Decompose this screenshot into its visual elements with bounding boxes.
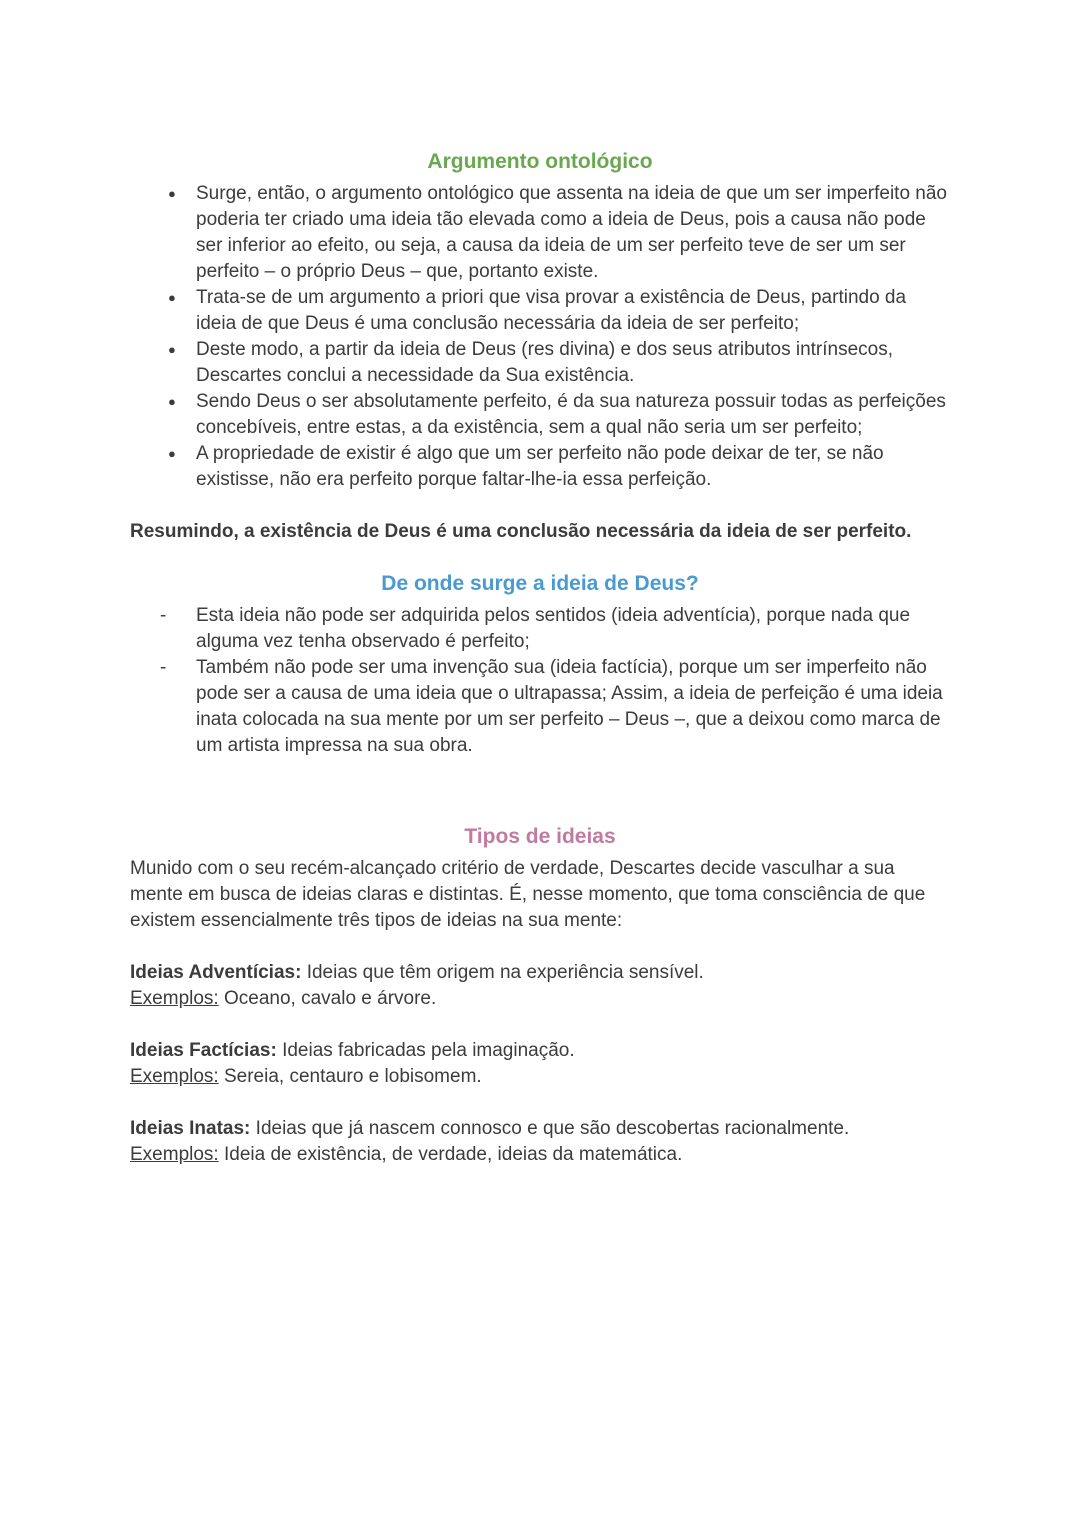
dash-item	[160, 655, 950, 759]
idea-term: Ideias Factícias:	[130, 1040, 277, 1061]
bullet-marker: ●	[168, 342, 176, 357]
bullet-item	[168, 337, 950, 389]
bullet-marker: ●	[168, 446, 176, 461]
idea-examples-line	[130, 1064, 950, 1090]
idea-entry	[130, 960, 950, 1012]
idea-definition: Ideias fabricadas pela imaginação.	[276, 1040, 575, 1061]
idea-definition: Ideias que já nascem connosco e que são descobertas racionalmente.	[250, 1118, 850, 1139]
section-origin	[130, 570, 950, 759]
examples-label: Exemplos:	[130, 1066, 219, 1087]
bullet-marker: ●	[168, 394, 176, 409]
dash-text: Esta ideia não pode ser adquirida pelos sentidos (ideia adventícia), porque nada que alguma vez tenha observado é perfeito;	[196, 605, 911, 652]
bullet-text: Surge, então, o argumento ontológico que assenta na ideia de que um ser imperfeito não poderia ter criado uma ideia tão elevada como a ideia de Deus, pois a causa não pode ser inferior ao efeito, ou seja, a causa da ideia de um ser perfeito teve de ser um ser perfeito – o próprio Deus – que, portanto existe.	[196, 183, 948, 282]
bullet-text: A propriedade de existir é algo que um ser perfeito não pode deixar de ter, se não existisse, não era perfeito porque faltar-lhe-ia essa perfeição.	[196, 443, 884, 490]
examples-text: Sereia, centauro e lobisomem.	[218, 1066, 482, 1087]
dash-marker: -	[160, 605, 167, 626]
bullet-text: Trata-se de um argumento a priori que visa provar a existência de Deus, partindo da ideia de que Deus é uma conclusão necessária da ideia de ser perfeito;	[196, 287, 907, 334]
dash-marker: -	[160, 657, 167, 678]
examples-text: Ideia de existência, de verdade, ideias da matemática.	[218, 1144, 683, 1165]
bullet-text: Deste modo, a partir da ideia de Deus (res divina) e dos seus atributos intrínsecos, Descartes conclui a necessidade da Sua existência.	[196, 339, 894, 386]
idea-definition: Ideias que têm origem na experiência sensível.	[301, 962, 704, 983]
examples-text: Oceano, cavalo e árvore.	[218, 988, 437, 1009]
types-intro: Munido com o seu recém-alcançado critério de verdade, Descartes decide vasculhar a sua mente em busca de ideias claras e distintas. É, nesse momento, que toma consciência de que existem essencialmente três tipos de ideias na sua mente:	[130, 858, 926, 931]
ontological-bullet-list	[130, 181, 950, 493]
dash-text: Também não pode ser uma invenção sua (ideia factícia), porque um ser imperfeito não pode ser a causa de uma ideia que o ultrapassa; Assim, a ideia de perfeição é uma ideia inata colocada na sua mente por um ser perfeito – Deus –, que a deixou como marca de um artista impressa na sua obra.	[196, 657, 943, 756]
bullet-marker: ●	[168, 186, 176, 201]
idea-term: Ideias Adventícias:	[130, 962, 302, 983]
bullet-text: Sendo Deus o ser absolutamente perfeito, é da sua natureza possuir todas as perfeições concebíveis, entre estas, a da existência, sem a qual não seria um ser perfeito;	[196, 391, 946, 438]
heading-ontological: Argumento ontológico	[427, 150, 653, 173]
idea-examples-line	[130, 986, 950, 1012]
examples-label: Exemplos:	[130, 1144, 219, 1165]
examples-label: Exemplos:	[130, 988, 219, 1009]
idea-definition-line	[130, 960, 950, 986]
bullet-item	[168, 389, 950, 441]
idea-definition-line	[130, 1116, 950, 1142]
idea-entry	[130, 1038, 950, 1090]
bullet-item	[168, 181, 950, 285]
bullet-item	[168, 285, 950, 337]
idea-term: Ideias Inatas:	[130, 1118, 251, 1139]
dash-item	[160, 603, 950, 655]
bullet-item	[168, 441, 950, 493]
summary-paragraph: Resumindo, a existência de Deus é uma conclusão necessária da ideia de ser perfeito.	[130, 521, 912, 542]
section-ontological	[130, 148, 950, 545]
origin-dash-list	[130, 603, 950, 759]
heading-types: Tipos de ideias	[464, 825, 616, 848]
idea-examples-line	[130, 1142, 950, 1168]
idea-entry	[130, 1116, 950, 1168]
bullet-marker: ●	[168, 290, 176, 305]
section-types	[130, 823, 950, 1168]
heading-origin: De onde surge a ideia de Deus?	[381, 572, 699, 595]
idea-definition-line	[130, 1038, 950, 1064]
